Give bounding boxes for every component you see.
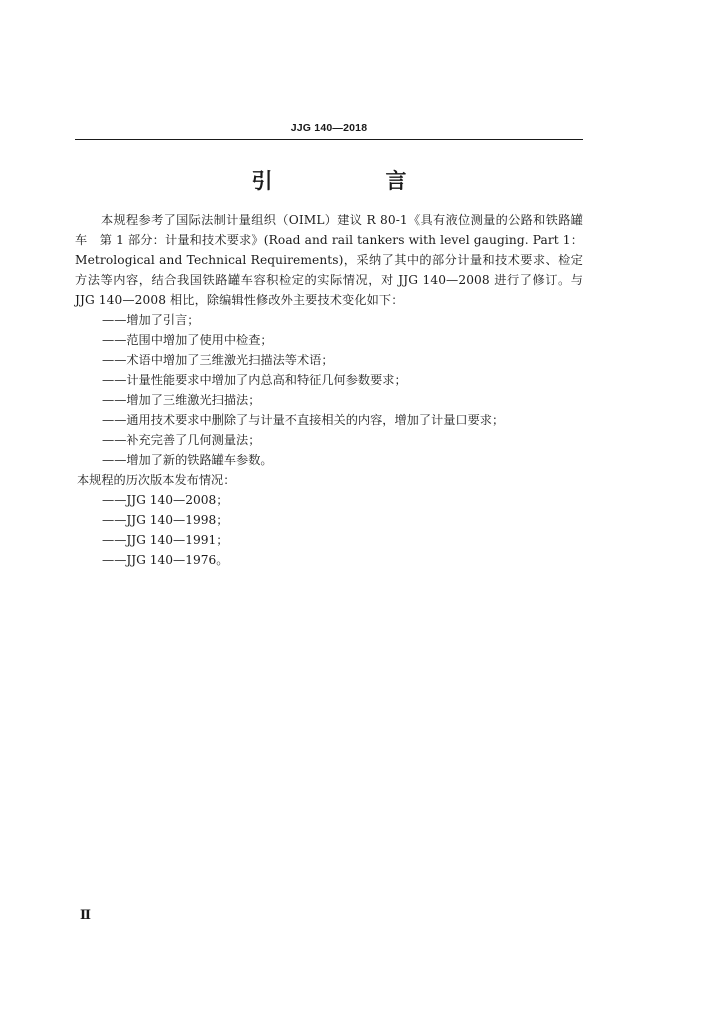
change-item: ——增加了新的铁路罐车参数。 [102,453,273,467]
change-item: ——增加了引言； [102,313,200,327]
header-rule [75,139,583,140]
intro-paragraph: 本规程参考了国际法制计量组织（OIML）建议 R 80-1《具有液位测量的公路和铁路罐车 第 1 部分：计量和技术要求》(Road and rail tankers with level gauging. Part 1：Metrological and Technical Requirements)，采纳了其中的部分计量和技术要求、检定方法等内容，结合我国铁路罐车容积检定的实际情况，对 JJG 140—2008 进行了修订。与 JJG 140—2008 相比，除编辑性修改外主要技术变化如下： [75,213,583,307]
change-item: ——增加了三维激光扫描法； [102,393,261,407]
change-item: ——计量性能要求中增加了内总高和特征几何参数要求； [102,373,407,387]
history-version-item: ——JJG 140—1998； [102,513,229,527]
change-item: ——范围中增加了使用中检查； [102,333,273,347]
change-item: ——术语中增加了三维激光扫描法等术语； [102,353,334,367]
history-version-item: ——JJG 140—1991； [102,533,229,547]
change-item: ——通用技术要求中删除了与计量不直接相关的内容，增加了计量口要求； [102,413,505,427]
document-body [75,210,583,570]
change-item: ——补充完善了几何测量法； [102,433,261,447]
history-version-item: ——JJG 140—2008； [102,493,229,507]
page-header-standard-code: JJG 140—2018 [290,122,368,134]
history-version-item: ——JJG 140—1976。 [102,553,229,567]
page-title: 引 言 [251,169,453,193]
history-lead: 本规程的历次版本发布情况： [77,473,236,487]
page-number: Ⅱ [80,908,91,923]
